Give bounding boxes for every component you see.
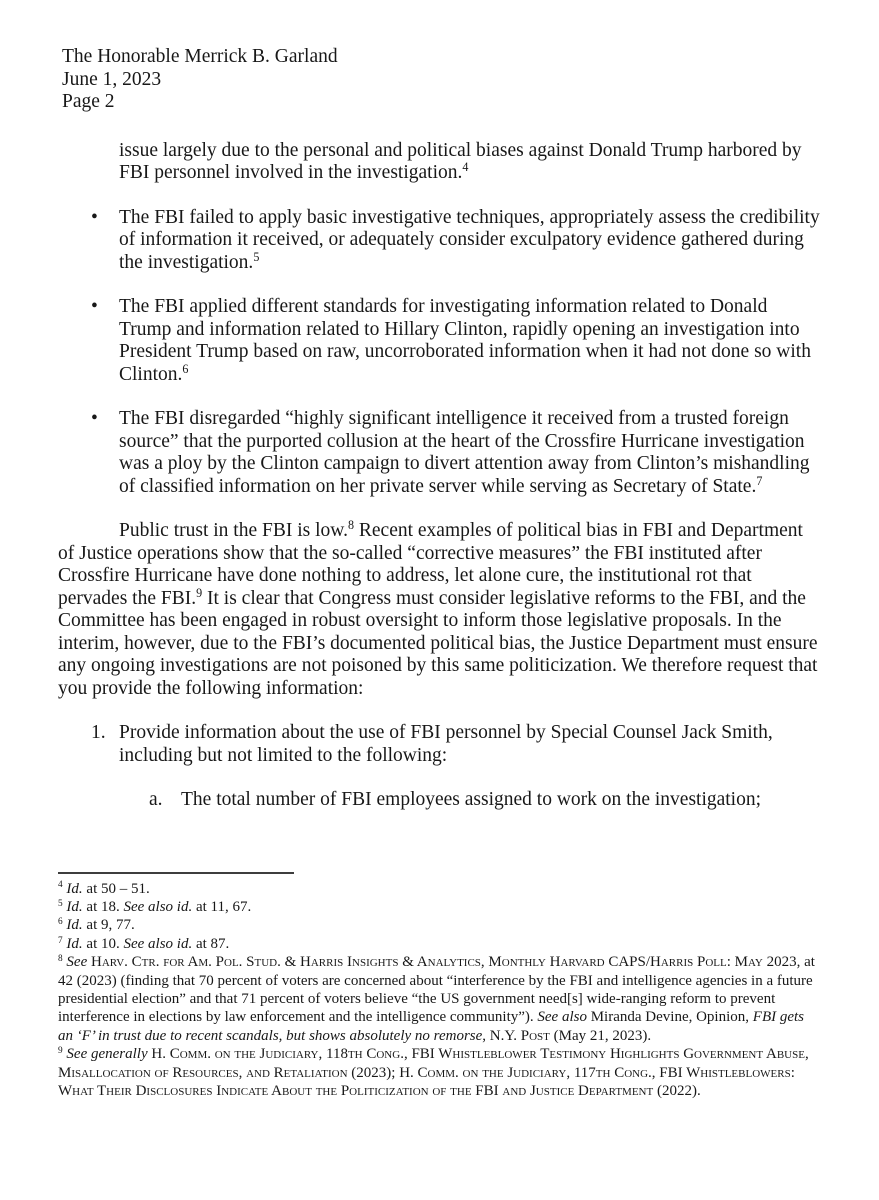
bullet-list	[58, 207, 821, 499]
sub-item-text: The total number of FBI employees assigned to work on the investigation;	[181, 789, 762, 810]
footnote-4: $^4$ Id. at 50 – 51.	[58, 880, 150, 897]
numbered-item-marker: 1.	[91, 722, 106, 743]
continuation-paragraph: issue largely due to the personal and political biases against Donald Trump harbored by FBI personnel involved in the investigation.$^4$	[119, 139, 802, 183]
bullet-icon: •	[91, 296, 98, 317]
footnote-6: $^6$ Id. at 9, 77.	[58, 917, 135, 934]
footnote-spacer	[58, 812, 821, 872]
bullet-item-disregarded-intelligence	[91, 408, 821, 498]
date-line: June 1, 2023	[62, 68, 162, 90]
letter-header	[62, 46, 821, 114]
bullet-text: The FBI failed to apply basic investigative techniques, appropriately assess the credibility of information it received, or adequately consider exculpatory evidence gathered during the investigation.$^5$	[119, 206, 820, 273]
sub-item-a	[149, 789, 821, 812]
footnotes-section	[58, 880, 821, 1101]
numbered-item-text: Provide information about the use of FBI personnel by Special Counsel Jack Smith, including but not limited to the following:	[119, 722, 773, 766]
bullet-text: The FBI applied different standards for investigating information related to Donald Trump and information related to Hillary Clinton, rapidly opening an investigation into President Trump based on raw, uncorroborated information when it had not done so with Clinton.$^6$	[119, 296, 811, 385]
bullet-item-different-standards	[91, 296, 821, 386]
recipient-line: The Honorable Merrick B. Garland	[62, 46, 338, 67]
footnote-separator	[58, 872, 294, 874]
footnote-5: $^5$ Id. at 18. See also id. at 11, 67.	[58, 898, 252, 915]
numbered-item-1	[91, 722, 821, 767]
bullet-icon: •	[91, 408, 98, 429]
main-paragraph: Public trust in the FBI is low.$^8$ Recent examples of political bias in FBI and Department of Justice operations show that the so-called “corrective measures” the FBI instituted after Crossfire Hurricane have done nothing to address, let alone cure, the institutional rot that pervades the FBI.$^9$ It is clear that Congress must consider legislative reforms to the FBI, and the Committee has been engaged in robust oversight to inform those legislative proposals. In the interim, however, due to the FBI’s documented political bias, the Justice Department must ensure any ongoing investigations are not poisoned by this same politicization. We therefore request that you provide the following information:	[58, 518, 818, 699]
bullet-text: The FBI disregarded “highly significant intelligence it received from a trusted foreign source” that the purported collusion at the heart of the Crossfire Hurricane investigation was a ploy by the Clinton campaign to divert attention away from Clinton’s mishandling of classified information on her private server while serving as Secretary of State.$^7$	[119, 408, 810, 497]
footnote-9: $^9$ See generally H. Comm. on the Judiciary, 118th Cong., FBI Whistleblower Testimony Highlights Government Abuse, Misallocation of Resources, and Retaliation (2023); H. Comm. on the Judiciary, 117th Cong., FBI Whistleblowers: What Their Disclosures Indicate About the Politicization of the FBI and Justice Department (2022).	[58, 1046, 809, 1099]
sub-item-marker: a.	[149, 789, 163, 810]
bullet-icon: •	[91, 206, 98, 228]
footnote-7: $^7$ Id. at 10. See also id. at 87.	[58, 935, 230, 952]
footnote-8: $^8$ See Harv. Ctr. for Am. Pol. Stud. & Harris Insights & Analytics, Monthly Harvard CAPS/Harris Poll: May 2023, at 42 (2023) (finding that 70 percent of voters are concerned about “interference by the FBI and intelligence agencies in a future presidential election” and that 71 percent of voters believe “the US government need[s] wide-ranging reform to prevent interference in elections by law enforcement and the intelligence community”). See also Miranda Devine, Opinion, FBI gets an ‘F’ in trust due to recent scandals, but shows absolutely no remorse, N.Y. Post (May 21, 2023).	[58, 954, 815, 1044]
bullet-item-fbi-techniques	[91, 207, 821, 275]
page-number-line: Page 2	[62, 91, 115, 112]
